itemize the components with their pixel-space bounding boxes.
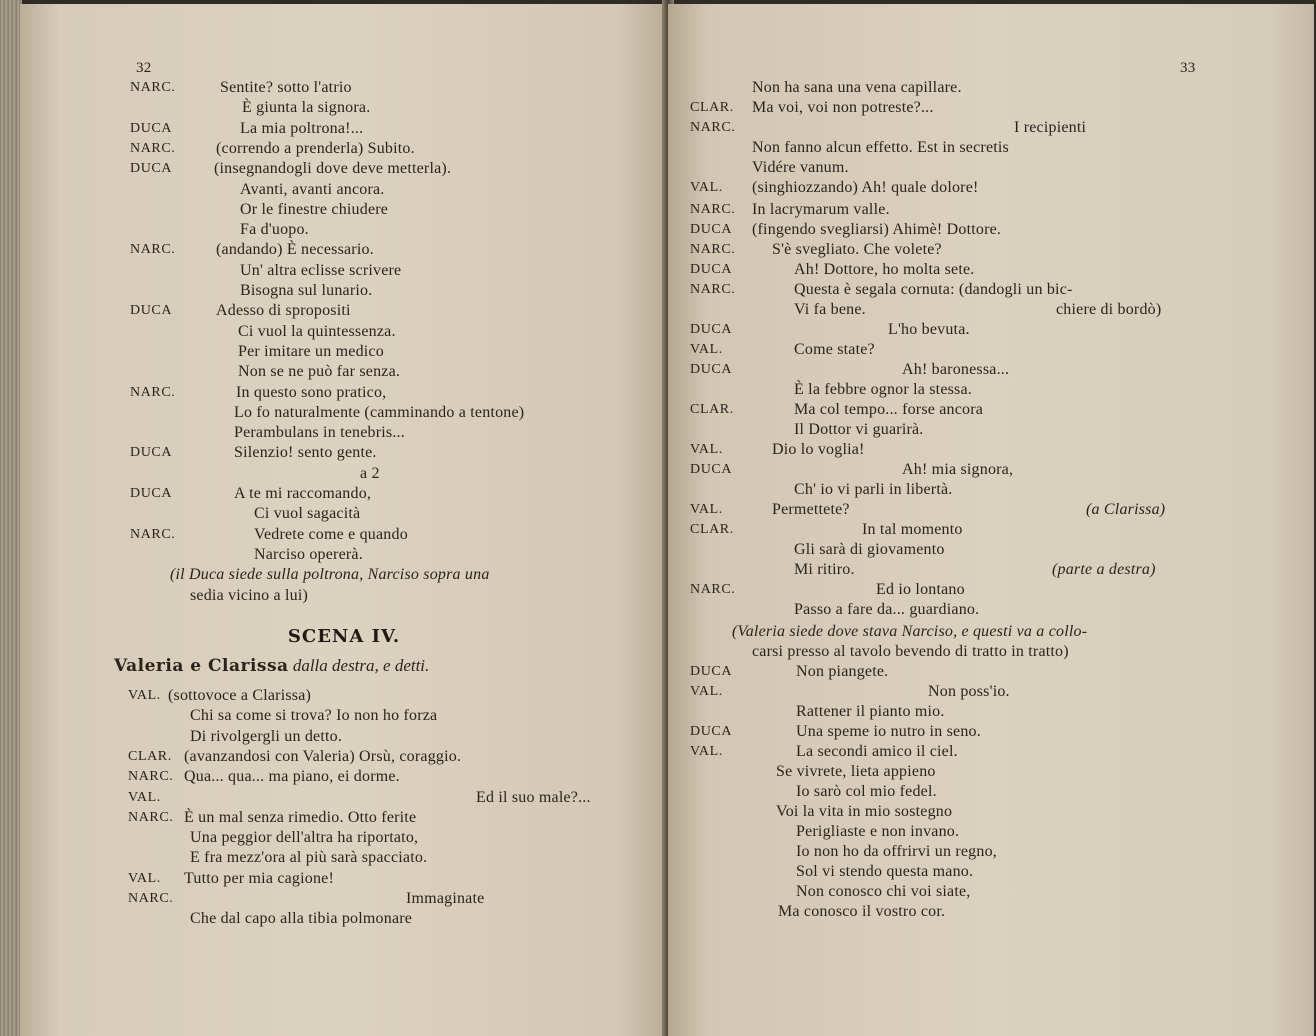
verse-line: Il Dottor vi guarirà.: [794, 421, 924, 438]
verse-line: Vidére vanum.: [752, 159, 849, 176]
speaker-label: DUCA: [690, 724, 733, 739]
speaker-label: VAL.: [690, 684, 723, 699]
verse-line: Qua... qua... ma piano, ei dorme.: [184, 768, 400, 786]
verse-line: Rattener il pianto mio.: [796, 703, 945, 720]
verse-line: Vi fa bene.: [794, 301, 866, 318]
speaker-label: DUCA: [690, 262, 733, 277]
verse-line: Or le finestre chiudere: [240, 200, 389, 218]
verse-line: Ed il suo male?...: [476, 788, 591, 806]
speaker-label: DUCA: [690, 322, 733, 337]
verse-line: In questo sono pratico,: [236, 383, 387, 401]
verse-line: (parte a destra): [1052, 561, 1156, 578]
verse-line: (singhiozzando) Ah! quale dolore!: [752, 179, 979, 196]
verse-line: Gli sarà di giovamento: [794, 541, 945, 558]
verse-line: Mi ritiro.: [794, 561, 855, 578]
speaker-label: DUCA: [130, 303, 173, 319]
verse-line: Perigliaste e non invano.: [796, 823, 960, 840]
speaker-label: DUCA: [690, 462, 733, 477]
verse-line: (sottovoce a Clarissa): [168, 687, 312, 704]
verse-line: Io non ho da offrirvi un regno,: [796, 843, 997, 860]
verse-line: Di rivolgergli un detto.: [190, 727, 343, 745]
scene-title: SCENA IV.: [287, 626, 401, 647]
speaker-label: DUCA: [130, 445, 173, 461]
verse-line: Voi la vita in mio sostegno: [776, 803, 953, 820]
speaker-label: VAL.: [690, 502, 723, 517]
verse-line: È la febbre ognor la stessa.: [794, 381, 972, 398]
right-page-text: [668, 4, 1314, 1036]
verse-line: Lo fo naturalmente (camminando a tentone): [234, 403, 525, 421]
page-number-right: 33: [1180, 60, 1196, 76]
verse-line: Chi sa come si trova? Io non ho forza: [190, 707, 438, 725]
verse-line: Ma conosco il vostro cor.: [778, 903, 946, 920]
speaker-label: DUCA: [690, 222, 733, 237]
speaker-label: VAL.: [128, 870, 161, 886]
verse-line: Ci vuol sagacità: [254, 505, 361, 523]
verse-line: Passo a fare da... guardiano.: [794, 601, 980, 618]
verse-line: Dio lo voglia!: [772, 441, 865, 458]
verse-line: Tutto per mia cagione!: [184, 869, 335, 887]
speaker-label: DUCA: [130, 161, 173, 177]
verse-line: L'ho bevuta.: [888, 321, 970, 338]
verse-line: In tal momento: [862, 521, 963, 538]
verse-line: Perambulans in tenebris...: [234, 424, 405, 442]
speaker-label: NARC.: [690, 582, 736, 597]
scene-subtitle: [114, 656, 429, 676]
speaker-label: VAL.: [128, 789, 161, 805]
verse-line: Sol vi stendo questa mano.: [796, 863, 974, 880]
left-page-text: [20, 4, 668, 1036]
speaker-label: NARC.: [130, 242, 176, 258]
speaker-label: VAL.: [690, 180, 723, 195]
speaker-label: NARC.: [130, 140, 176, 156]
verse-line: (a Clarissa): [1086, 501, 1166, 518]
verse-line: È un mal senza rimedio. Otto ferite: [184, 808, 417, 826]
speaker-label: VAL.: [690, 442, 723, 457]
speaker-label: VAL.: [690, 342, 723, 357]
verse-line: La secondi amico il ciel.: [796, 743, 958, 760]
verse-line: Ah! mia signora,: [902, 461, 1014, 478]
speaker-label: NARC.: [690, 242, 736, 257]
verse-line: Ci vuol la quintessenza.: [238, 322, 396, 340]
verse-line: A te mi raccomando,: [234, 485, 372, 502]
verse-line: Ah! baronessa...: [902, 361, 1010, 378]
verse-line: (insegnandogli dove deve metterla).: [214, 160, 452, 178]
verse-line: Adesso di spropositi: [216, 302, 351, 320]
verse-line: Un' altra eclisse scrivere: [240, 261, 402, 279]
speaker-label: DUCA: [130, 120, 173, 136]
speaker-label: NARC.: [130, 384, 176, 400]
verse-line: Non conosco chi voi siate,: [796, 883, 971, 900]
speaker-label: CLAR.: [690, 522, 734, 537]
verse-line: Ah! Dottore, ho molta sete.: [794, 261, 975, 278]
verse-line: Vedrete come e quando: [254, 525, 408, 543]
verse-line: Io sarò col mio fedel.: [796, 783, 937, 800]
verse-line: (fingendo svegliarsi) Ahimè! Dottore.: [752, 221, 1002, 238]
right-page: [668, 4, 1314, 1036]
verse-line: (Valeria siede dove stava Narciso, e questi va a collo-: [732, 623, 1088, 640]
verse-line: Ed io lontano: [876, 581, 965, 598]
speaker-label: CLAR.: [690, 100, 734, 115]
speaker-label: CLAR.: [690, 402, 734, 417]
verse-line: Non se ne può far senza.: [238, 363, 401, 381]
verse-line: Se vivrete, lieta appieno: [776, 763, 936, 780]
verse-line: a 2: [360, 464, 380, 482]
verse-line: I recipienti: [1014, 119, 1087, 136]
page-number-left: 32: [136, 60, 152, 76]
verse-line: Ma col tempo... forse ancora: [794, 401, 984, 418]
verse-line: Sentite? sotto l'atrio: [220, 79, 352, 96]
verse-line: In lacrymarum valle.: [752, 201, 890, 218]
speaker-label: NARC.: [128, 891, 174, 906]
verse-line: Silenzio! sento gente.: [234, 444, 377, 462]
verse-line: E fra mezz'ora al più sarà spacciato.: [190, 849, 428, 867]
verse-line: Per imitare un medico: [238, 342, 384, 360]
verse-line: sedia vicino a lui): [190, 586, 308, 604]
verse-line: Permettete?: [772, 501, 850, 518]
verse-line: La mia poltrona!...: [240, 119, 364, 137]
verse-line: (il Duca siede sulla poltrona, Narciso sopra una: [170, 566, 490, 584]
verse-line: Avanti, avanti ancora.: [240, 180, 385, 198]
verse-line: Una speme io nutro in seno.: [796, 723, 981, 740]
verse-line: chiere di bordò): [1056, 301, 1162, 318]
speaker-label: NARC.: [690, 202, 736, 217]
speaker-label: VAL.: [128, 688, 161, 703]
verse-line: Immaginate: [406, 890, 485, 907]
scene-direction: dalla destra, e detti.: [288, 656, 430, 675]
verse-line: Non fanno alcun effetto. Est in secretis: [752, 139, 1009, 156]
verse-line: S'è svegliato. Che volete?: [772, 241, 942, 258]
speaker-label: NARC.: [690, 120, 736, 135]
speaker-label: DUCA: [690, 362, 733, 377]
verse-line: Non piangete.: [796, 663, 889, 680]
page-edges: [0, 0, 22, 1036]
speaker-label: DUCA: [130, 486, 173, 501]
speaker-label: NARC.: [128, 809, 174, 825]
verse-line: Ch' io vi parli in libertà.: [794, 481, 953, 498]
verse-line: Non poss'io.: [928, 683, 1010, 700]
verse-line: Ma voi, voi non potreste?...: [752, 99, 934, 116]
verse-line: Una peggior dell'altra ha riportato,: [190, 829, 419, 847]
verse-line: Narciso opererà.: [254, 545, 363, 563]
speaker-label: VAL.: [690, 744, 723, 759]
verse-line: Fa d'uopo.: [240, 221, 309, 239]
verse-line: carsi presso al tavolo bevendo di tratto in tratto): [752, 643, 1069, 660]
verse-line: (correndo a prenderla) Subito.: [216, 139, 415, 157]
speaker-label: NARC.: [128, 769, 174, 785]
left-page: [20, 4, 668, 1036]
speaker-label: DUCA: [690, 664, 733, 679]
speaker-label: NARC.: [130, 526, 176, 542]
scene-characters: Valeria e Clarissa: [114, 656, 289, 676]
verse-line: È giunta la signora.: [242, 99, 371, 117]
verse-line: Questa è segala cornuta: (dandogli un bic-: [794, 281, 1073, 298]
verse-line: (andando) È necessario.: [216, 241, 374, 259]
verse-line: Non ha sana una vena capillare.: [752, 79, 962, 96]
verse-line: (avanzandosi con Valeria) Orsù, coraggio.: [184, 747, 462, 765]
speaker-label: NARC.: [130, 80, 176, 95]
speaker-label: NARC.: [690, 282, 736, 297]
verse-line: Bisogna sul lunario.: [240, 282, 373, 299]
speaker-label: CLAR.: [128, 748, 172, 764]
verse-line: Che dal capo alla tibia polmonare: [190, 910, 413, 928]
verse-line: Come state?: [794, 341, 875, 358]
